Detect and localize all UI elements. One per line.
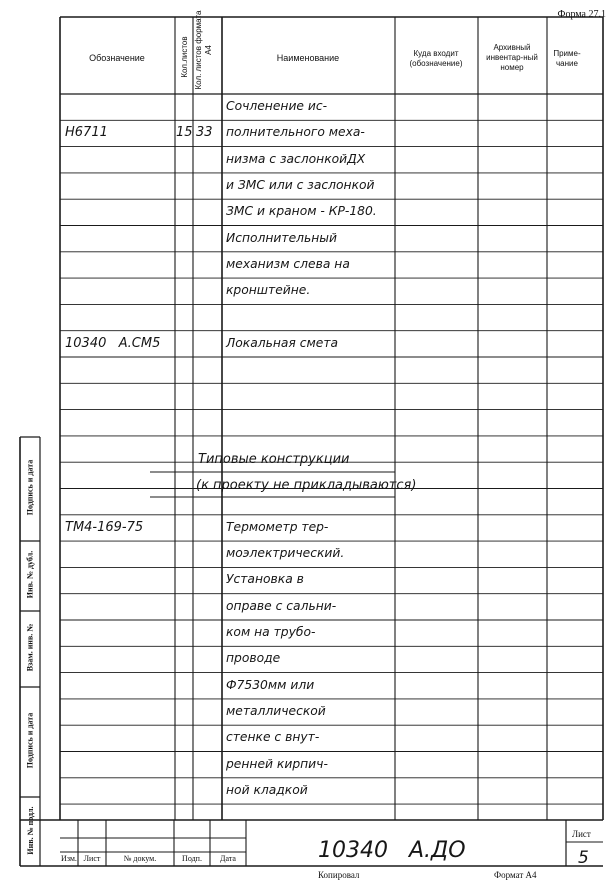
row-name: металлической (226, 703, 326, 718)
typical-line1: Типовые конструкции (198, 452, 350, 467)
row-sheets: 15 (176, 125, 193, 141)
stamp-sheet-number: 5 (578, 848, 589, 868)
header-note: Приме-чание (553, 49, 581, 68)
header-name: Наименование (276, 53, 340, 63)
stamp-col-label: Дата (220, 854, 236, 863)
row-name: ком на трубо- (226, 625, 316, 639)
row-name: механизм слева на (226, 256, 350, 271)
row-designation: ТМ4-169-75 (65, 519, 144, 535)
row-name: оправе с сальни- (226, 598, 337, 613)
row-name: стенке с внут- (226, 730, 320, 745)
row-a4: 33 (196, 125, 213, 141)
row-name: Ф7530мм или (226, 677, 315, 692)
row-name: полнительного меха- (226, 125, 365, 140)
stamp-col-label: Лист (83, 854, 101, 863)
row-name: проводе (226, 651, 281, 666)
row-name: Сочленение ис- (226, 99, 328, 113)
header-used-in: Куда входит (обозначение) (409, 49, 463, 68)
header-sheet-count: Кол.листов (180, 36, 189, 78)
row-name: ренней кирпич- (226, 756, 328, 771)
row-name: и ЗМС или с заслонкой (226, 177, 375, 192)
stamp-col-label: Подп. (182, 854, 202, 863)
row-name: ЗМС и краном - КР-180. (226, 204, 377, 219)
row-name: Термометр тер- (226, 519, 329, 534)
row-name: кронштейне. (226, 283, 311, 298)
side-label: Инв. № дубл. (25, 550, 35, 599)
side-label: Подпись и дата (25, 459, 35, 516)
row-designation: H6711 (65, 125, 108, 141)
footer-format: Формат А4 (494, 870, 537, 880)
row-name: ной кладкой (226, 782, 308, 797)
row-name: Установка в (226, 572, 304, 587)
footer-copied: Копировал (318, 870, 360, 880)
row-name: Локальная смета (226, 335, 339, 350)
stamp-doc-number: 10340 А.ДО (318, 838, 466, 863)
side-label: Взам. инв. № (25, 623, 35, 672)
typical-line2: (к проекту не прикладываются) (196, 478, 417, 493)
side-label: Инв. № подл. (25, 805, 35, 855)
side-label: Подпись и дата (25, 712, 35, 769)
row-name: низма с заслонкойДХ (226, 151, 366, 166)
stamp-col-label: Изм. (61, 854, 77, 863)
stamp-col-label: № докум. (123, 854, 157, 863)
row-designation: 10340 А.СМ5 (65, 335, 161, 351)
row-name: Исполнительный (226, 230, 337, 245)
row-name: моэлектрический. (226, 546, 345, 561)
header-archive-no: Архивный инвентар-ный номер (486, 43, 538, 72)
header-a4-count: Кол. листов формата А4 (194, 10, 213, 90)
header-designation: Обозначение (89, 53, 145, 63)
stamp-sheet-label: Лист (572, 829, 591, 839)
form-label: Форма 27.1 (557, 9, 606, 20)
